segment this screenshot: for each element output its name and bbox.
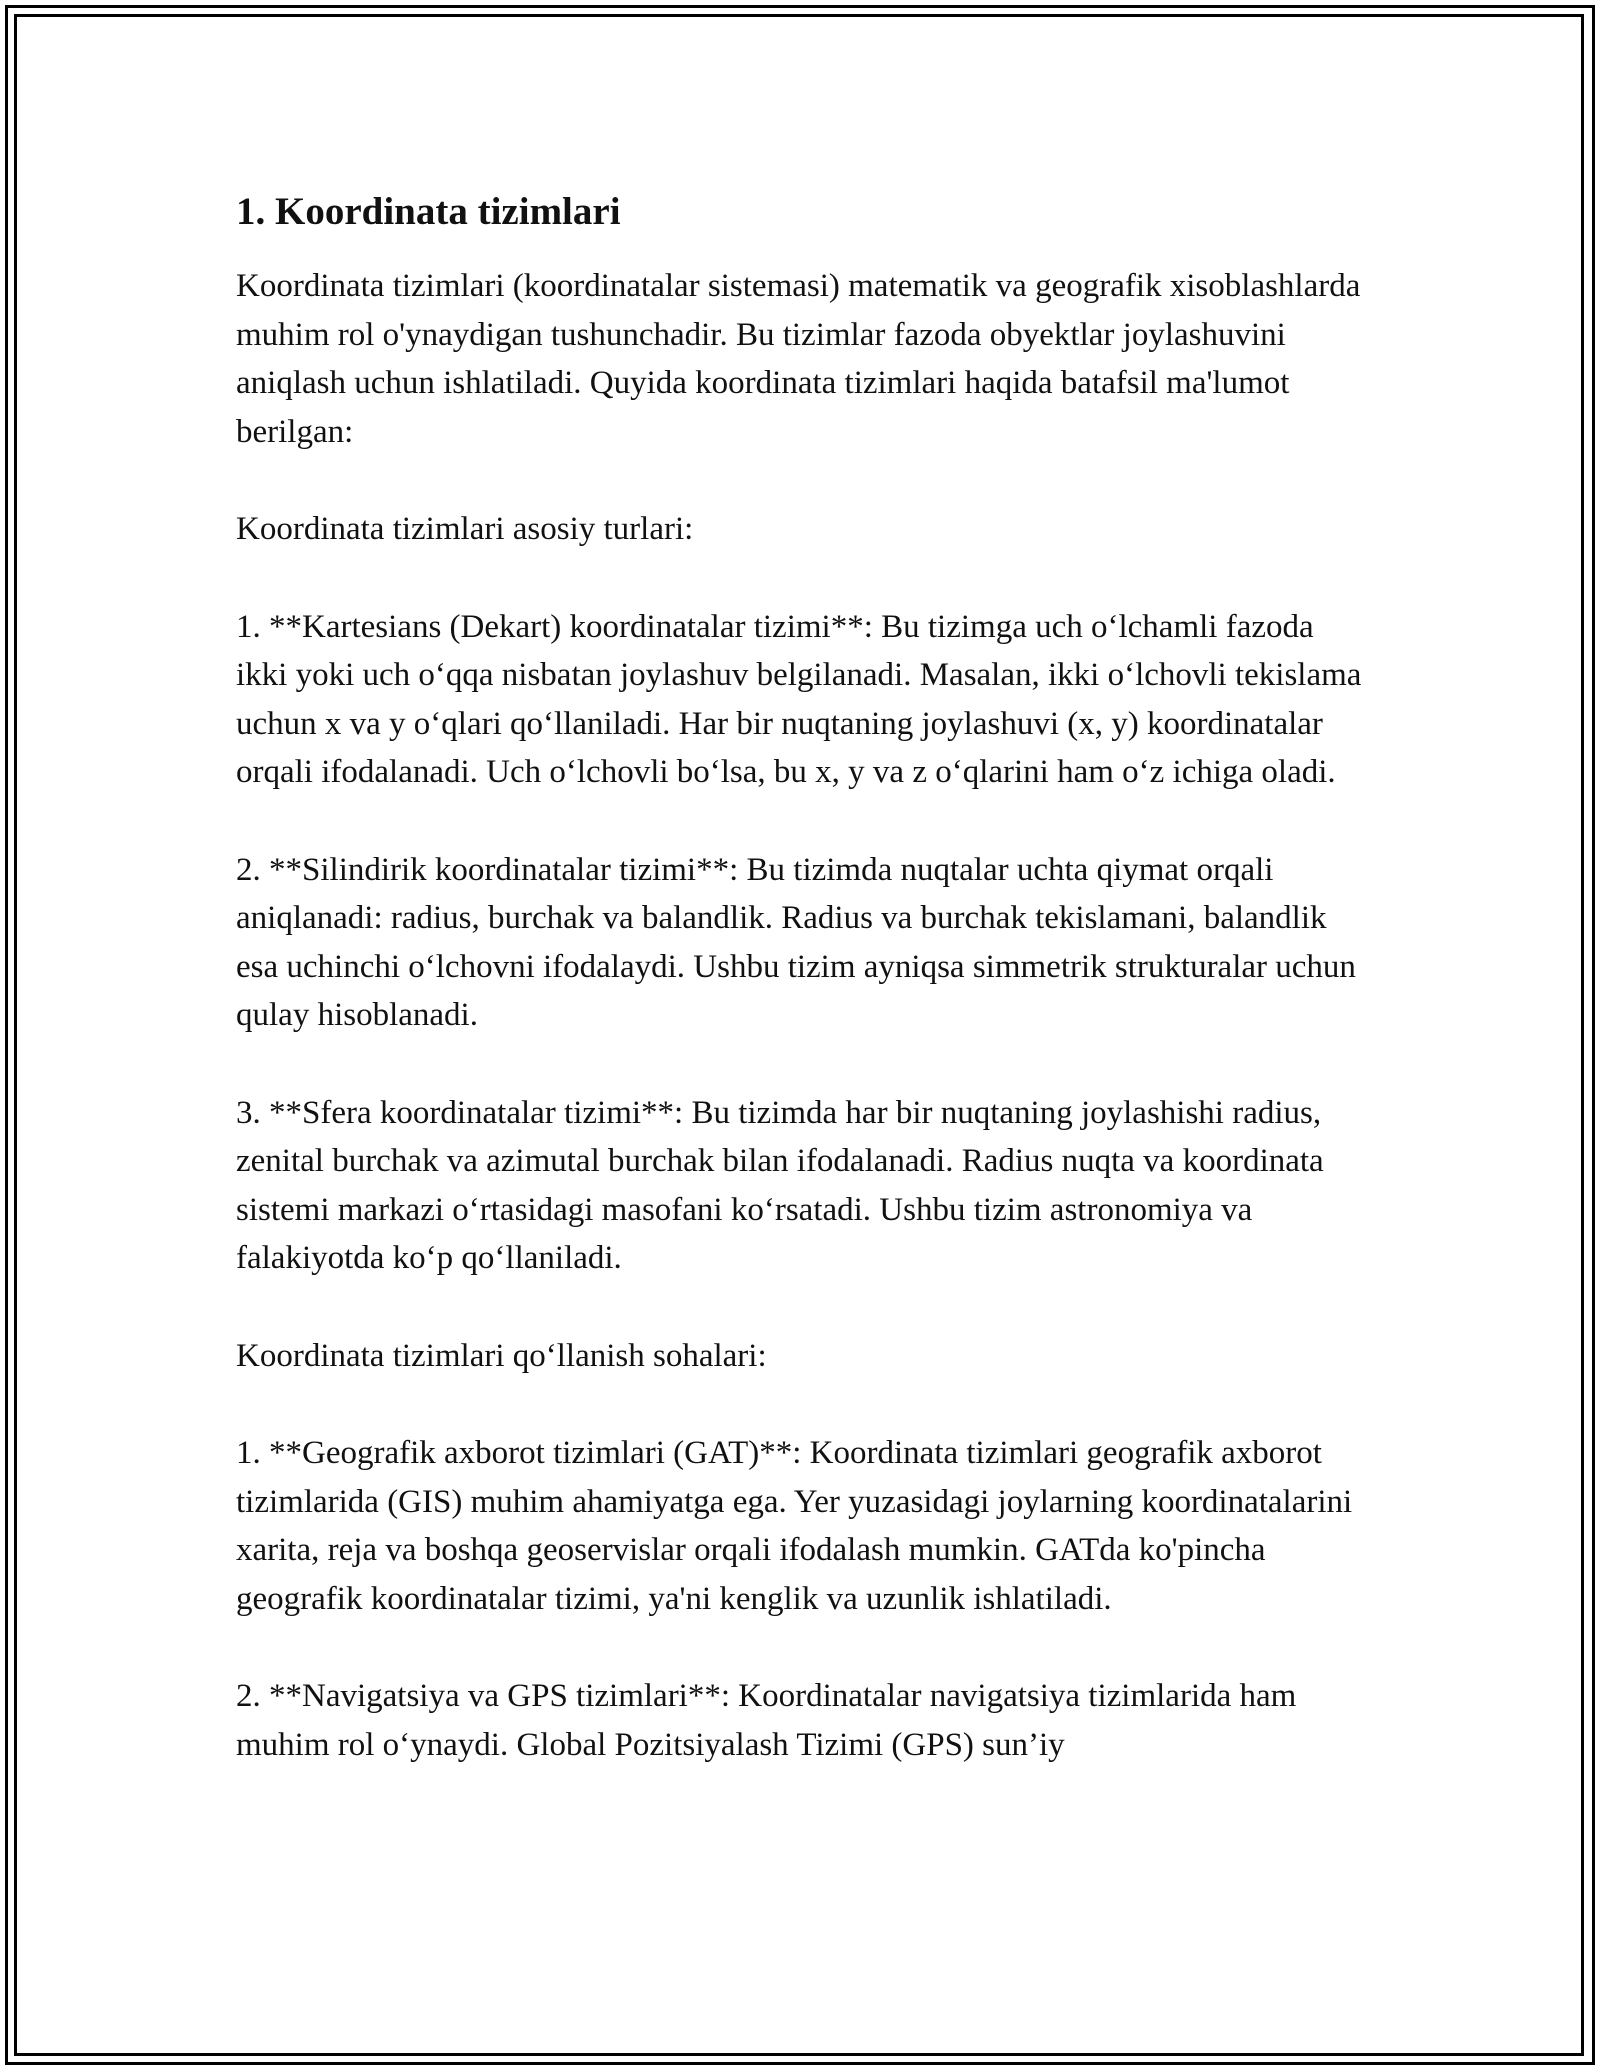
types-subheading: Koordinata tizimlari asosiy turlari: [236,511,694,547]
spherical-paragraph: 3. **Sfera koordinatalar tizimi**: Bu tizimda har bir nuqtaning joylashishi radius, zenital burchak va azimutal burchak bilan ifodalanadi. Radius nuqta va koordinata sistemi markazi o‘rtasidagi masofani ko‘rsatadi. Ushbu tizim astronomiya va falakiyotda ko‘p qo‘llaniladi. [236,1094,1324,1276]
section-heading: 1. Koordinata tizimlari [236,190,621,233]
cylindrical-paragraph: 2. **Silindirik koordinatalar tizimi**: Bu tizimda nuqtalar uchta qiymat orqali aniqlanadi: radius, burchak va balandlik. Radius va burchak tekislamani, balandlik esa uchinchi o‘lchovni ifodalaydi. Ushbu tizim ayniqsa simmetrik strukturalar uchun qulay hisoblanadi. [236,851,1356,1033]
applications-subheading: Koordinata tizimlari qo‘llanish sohalari: [236,1337,767,1374]
intro-paragraph: Koordinata tizimlari (koordinatalar sistemasi) matematik va geografik xisoblashlarda muhim rol o'ynaydigan tushunchadir. Bu tizimlar fazoda obyektlar joylashuvini aniqlash uchun ishlatiladi. Quyida koordinata tizimlari haqida batafsil ma'lumot berilgan: [236,268,1361,450]
document-body [236,186,1366,1769]
cartesian-paragraph: 1. **Kartesians (Dekart) koordinatalar tizimi**: Bu tizimga uch o‘lchamli fazoda ikki yoki uch o‘qqa nisbatan joylashuv belgilanadi. Masalan, ikki o‘lchovli tekislama uchun x va y o‘qlari qo‘llaniladi. Har bir nuqtaning joylashuvi (x, y) koordinatalar orqali ifodalanadi. Uch o‘lchovli bo‘lsa, bu x, y va z o‘qlarini ham o‘z ichiga oladi. [236,608,1362,790]
gps-paragraph: 2. **Navigatsiya va GPS tizimlari**: Koordinatalar navigatsiya tizimlarida ham muhim rol o‘ynaydi. Global Pozitsiyalash Tizimi (GPS) sun’iy [236,1678,1297,1763]
gis-paragraph: 1. **Geografik axborot tizimlari (GAT)**: Koordinata tizimlari geografik axborot tizimlarida (GIS) muhim ahamiyatga ega. Yer yuzasidagi joylarning koordinatalarini xarita, reja va boshqa geoservislar orqali ifodalash mumkin. GATda ko'pincha geografik koordinatalar tizimi, ya'ni kenglik va uzunlik ishlatiladi. [236,1435,1353,1617]
